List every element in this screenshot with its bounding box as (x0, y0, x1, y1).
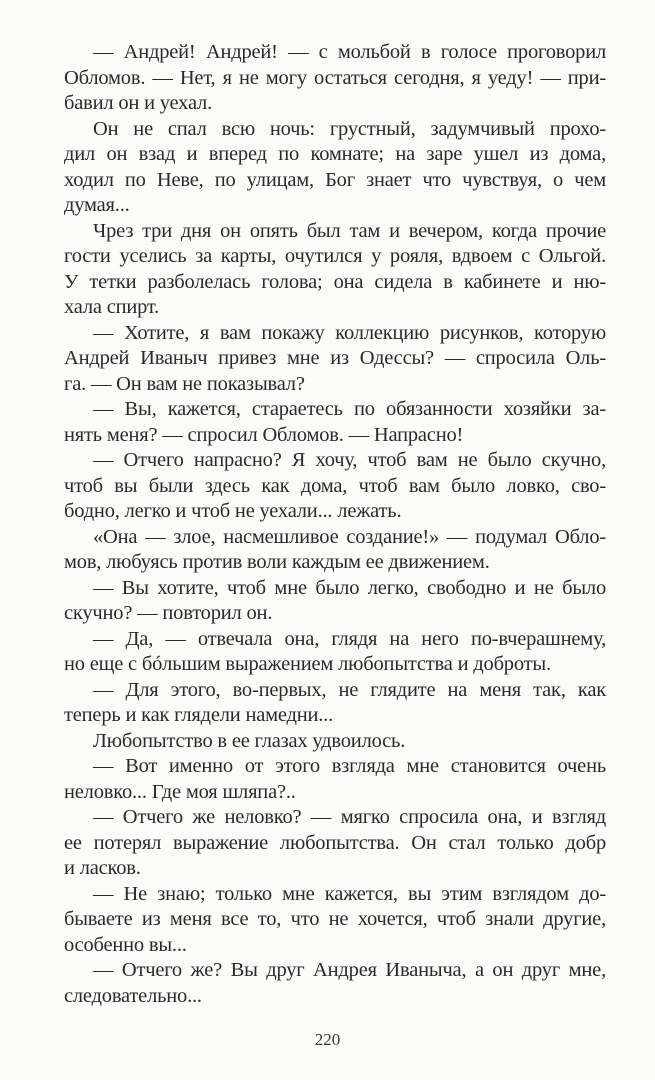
text-line: нять меня? — спросил Обломов. — Напрасно! (64, 423, 464, 446)
text-line: дил он взад и вперед по комнате; на заре ушел из дома, (64, 143, 606, 165)
text-line: — Отчего же неловко? — мягко спросила она, и взгляд (93, 806, 606, 828)
text-line: У тетки разболелась голова; она сидела в кабинете и ню- (64, 270, 606, 293)
text-line: — Вы хотите, чтоб мне было легко, свободно и не было (93, 576, 606, 599)
paragraph (64, 397, 606, 448)
text-line: бавил он и уехал. (64, 92, 212, 114)
text-line: хала спирт. (64, 296, 160, 318)
text-line: — Отчего напрасно? Я хочу, чтоб вам не было скучно, (93, 449, 606, 471)
text-line: ее потерял выражение любопытства. Он стал только добр (64, 831, 606, 854)
text-line: думая... (64, 194, 130, 216)
paragraph (64, 678, 606, 729)
text-line: особенно вы... (64, 933, 187, 956)
text-line: следовательно... (64, 984, 202, 1007)
text-line: «Она — злое, насмешливое создание!» — подумал Обло- (93, 525, 606, 548)
paragraph (64, 729, 606, 755)
text-line: Андрей Иваныч привез мне из Одессы? — спросила Оль- (64, 347, 606, 369)
text-line: гости уселись за карты, очутился у рояля, вдвоем с Ольгой. (64, 245, 606, 267)
text-line: бываете из меня все то, что не хочется, чтоб знали другие, (64, 908, 606, 930)
text-line: — Да, — отвечала она, глядя на него по-вчерашнему, (93, 627, 606, 650)
text-line: — Вы, кажется, стараетесь по обязанности хозяйки за- (93, 398, 606, 420)
paragraph (64, 117, 606, 219)
paragraph (64, 958, 606, 1009)
text-line: неловко... Где моя шляпа?.. (64, 780, 296, 803)
text-line: Чрез три дня он опять был там и вечером, когда прочие (93, 219, 606, 242)
text-line: бодно, легко и чтоб не уехали... лежать. (64, 500, 402, 522)
paragraph (64, 882, 606, 959)
text-line: — Не знаю; только мне кажется, вы этим взглядом до- (93, 882, 606, 905)
paragraph (64, 219, 606, 321)
text-line: — Андрей! Андрей! — с мольбой в голосе проговорил (93, 41, 606, 63)
text-line: Любопытство в ее глазах удвоилось. (93, 729, 406, 752)
text-line: Обломов. — Нет, я не могу остаться сегодня, я уеду! — при- (64, 66, 606, 89)
text-line: — Хотите, я вам покажу коллекцию рисунков, которую (93, 321, 606, 344)
paragraph (64, 525, 606, 576)
text-line: скучно? — повторил он. (64, 602, 273, 624)
page-number: 220 (314, 1030, 341, 1049)
text-line: Он не спал всю ночь: грустный, задумчивый прохо- (93, 117, 606, 140)
text-line: — Отчего же? Вы друг Андрея Иваныча, а он друг мне, (93, 959, 606, 981)
book-text (64, 40, 606, 1009)
text-line: га. — Он вам не показывал? (64, 372, 305, 395)
text-line: — Вот именно от этого взгляда мне становится очень (93, 755, 606, 777)
text-line: но еще с бóльшим выражением любопытства и доброты. (64, 653, 551, 675)
text-line: мов, любуясь против воли каждым ее движением. (64, 551, 490, 573)
text-line: теперь и как глядели намедни... (64, 704, 334, 726)
paragraph (64, 754, 606, 805)
paragraph (64, 321, 606, 398)
paragraph (64, 805, 606, 882)
text-line: — Для этого, во-первых, не глядите на меня так, как (93, 678, 606, 701)
paragraph (64, 40, 606, 117)
paragraph (64, 448, 606, 525)
paragraph (64, 576, 606, 627)
text-line: чтоб вы были здесь как дома, чтоб вам было ловко, сво- (64, 474, 606, 497)
paragraph (64, 627, 606, 678)
text-line: ходил по Неве, по улицам, Бог знает что чувствуя, о чем (64, 168, 606, 191)
text-line: и ласков. (64, 857, 141, 879)
